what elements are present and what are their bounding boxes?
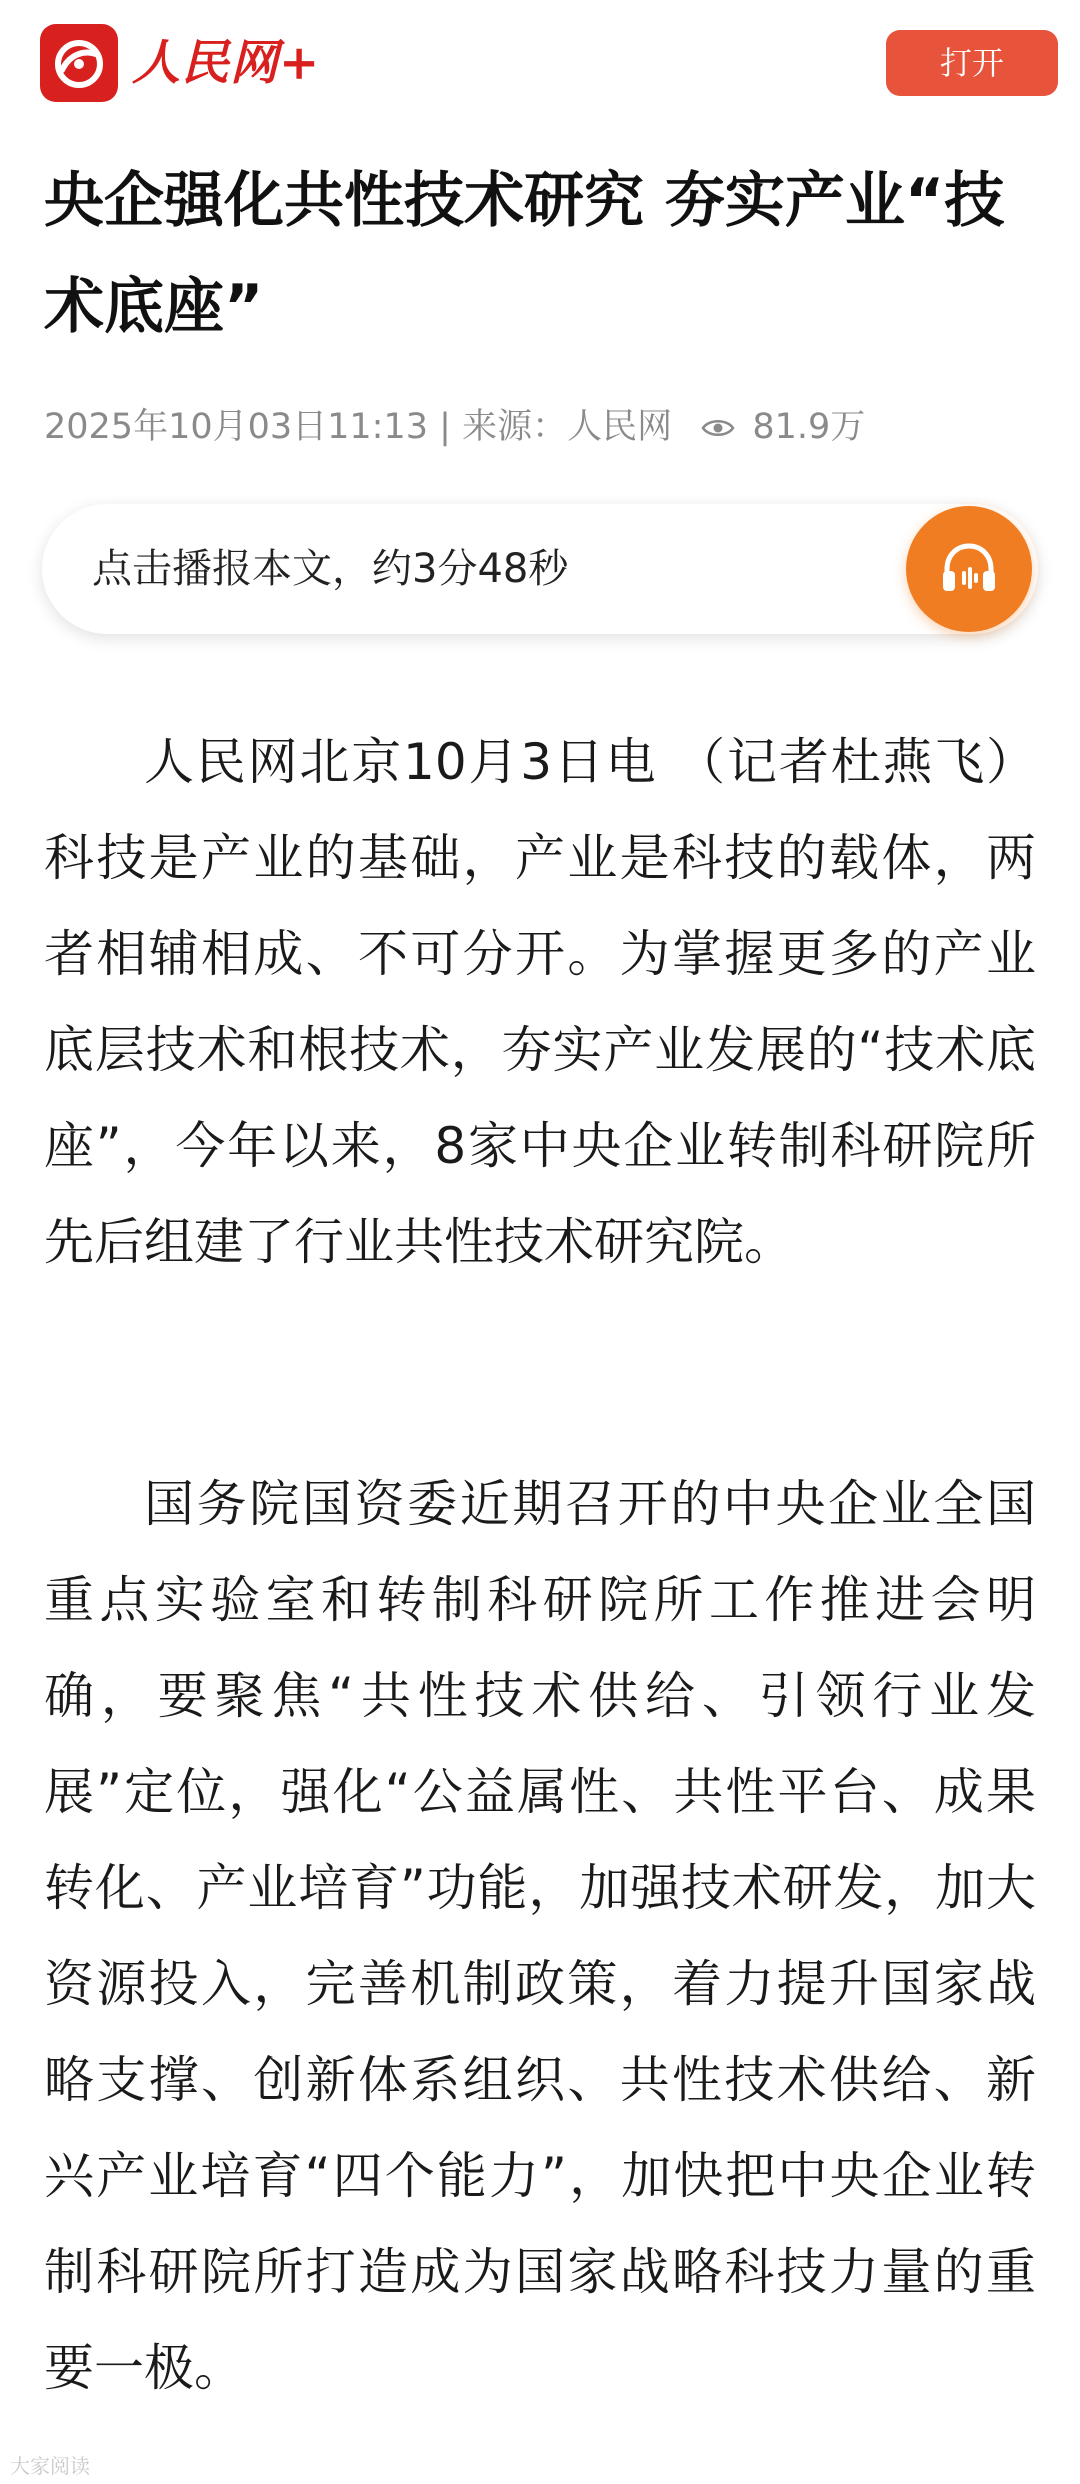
- article-meta: [44, 398, 1044, 456]
- open-app-button[interactable]: 打开: [886, 30, 1058, 96]
- app-header: [0, 0, 1080, 125]
- eye-icon: [701, 399, 735, 457]
- audio-prompt: 点击播报本文，约3分48秒: [92, 546, 569, 592]
- app-logo-text: 人民网+: [132, 35, 321, 91]
- people-daily-logo-icon: [40, 24, 118, 102]
- audio-play-button[interactable]: [906, 506, 1032, 632]
- article-title: 央企强化共性技术研究 夯实产业“技术底座”: [44, 166, 1005, 342]
- article-paragraph: 国务院国资委近期召开的中央企业全国重点实验室和转制科研院所工作推进会明确，要聚焦“共性技术供给、引领行业发展”定位，强化“公益属性、共性平台、成果转化、产业培育”功能，加强技术研发，加大资源投入，完善机制政策，着力提升国家战略支撑、创新体系组织、共性技术供给、新兴产业培育“四个能力”，加快把中央企业转制科研院所打造成为国家战略科技力量的重要一极。: [44, 1475, 1036, 2397]
- article-source: 来源：人民网: [462, 407, 673, 447]
- meta-separator: |: [439, 407, 451, 447]
- publish-datetime: 2025年10月03日11:13: [44, 407, 429, 447]
- article-paragraph: 人民网北京10月3日电 （记者杜燕飞）科技是产业的基础，产业是科技的载体，两者相辅相成、不可分开。为掌握更多的产业底层技术和根技术，夯实产业发展的“技术底座”，今年以来，8家中央企业转制科研院所先后组建了行业共性技术研究院。: [44, 733, 1036, 1271]
- watermark-text: 大家阅读: [10, 2454, 90, 2478]
- audio-playback-bar[interactable]: [42, 504, 1038, 634]
- view-count: 81.9万: [752, 407, 866, 447]
- watermark: [10, 2452, 90, 2480]
